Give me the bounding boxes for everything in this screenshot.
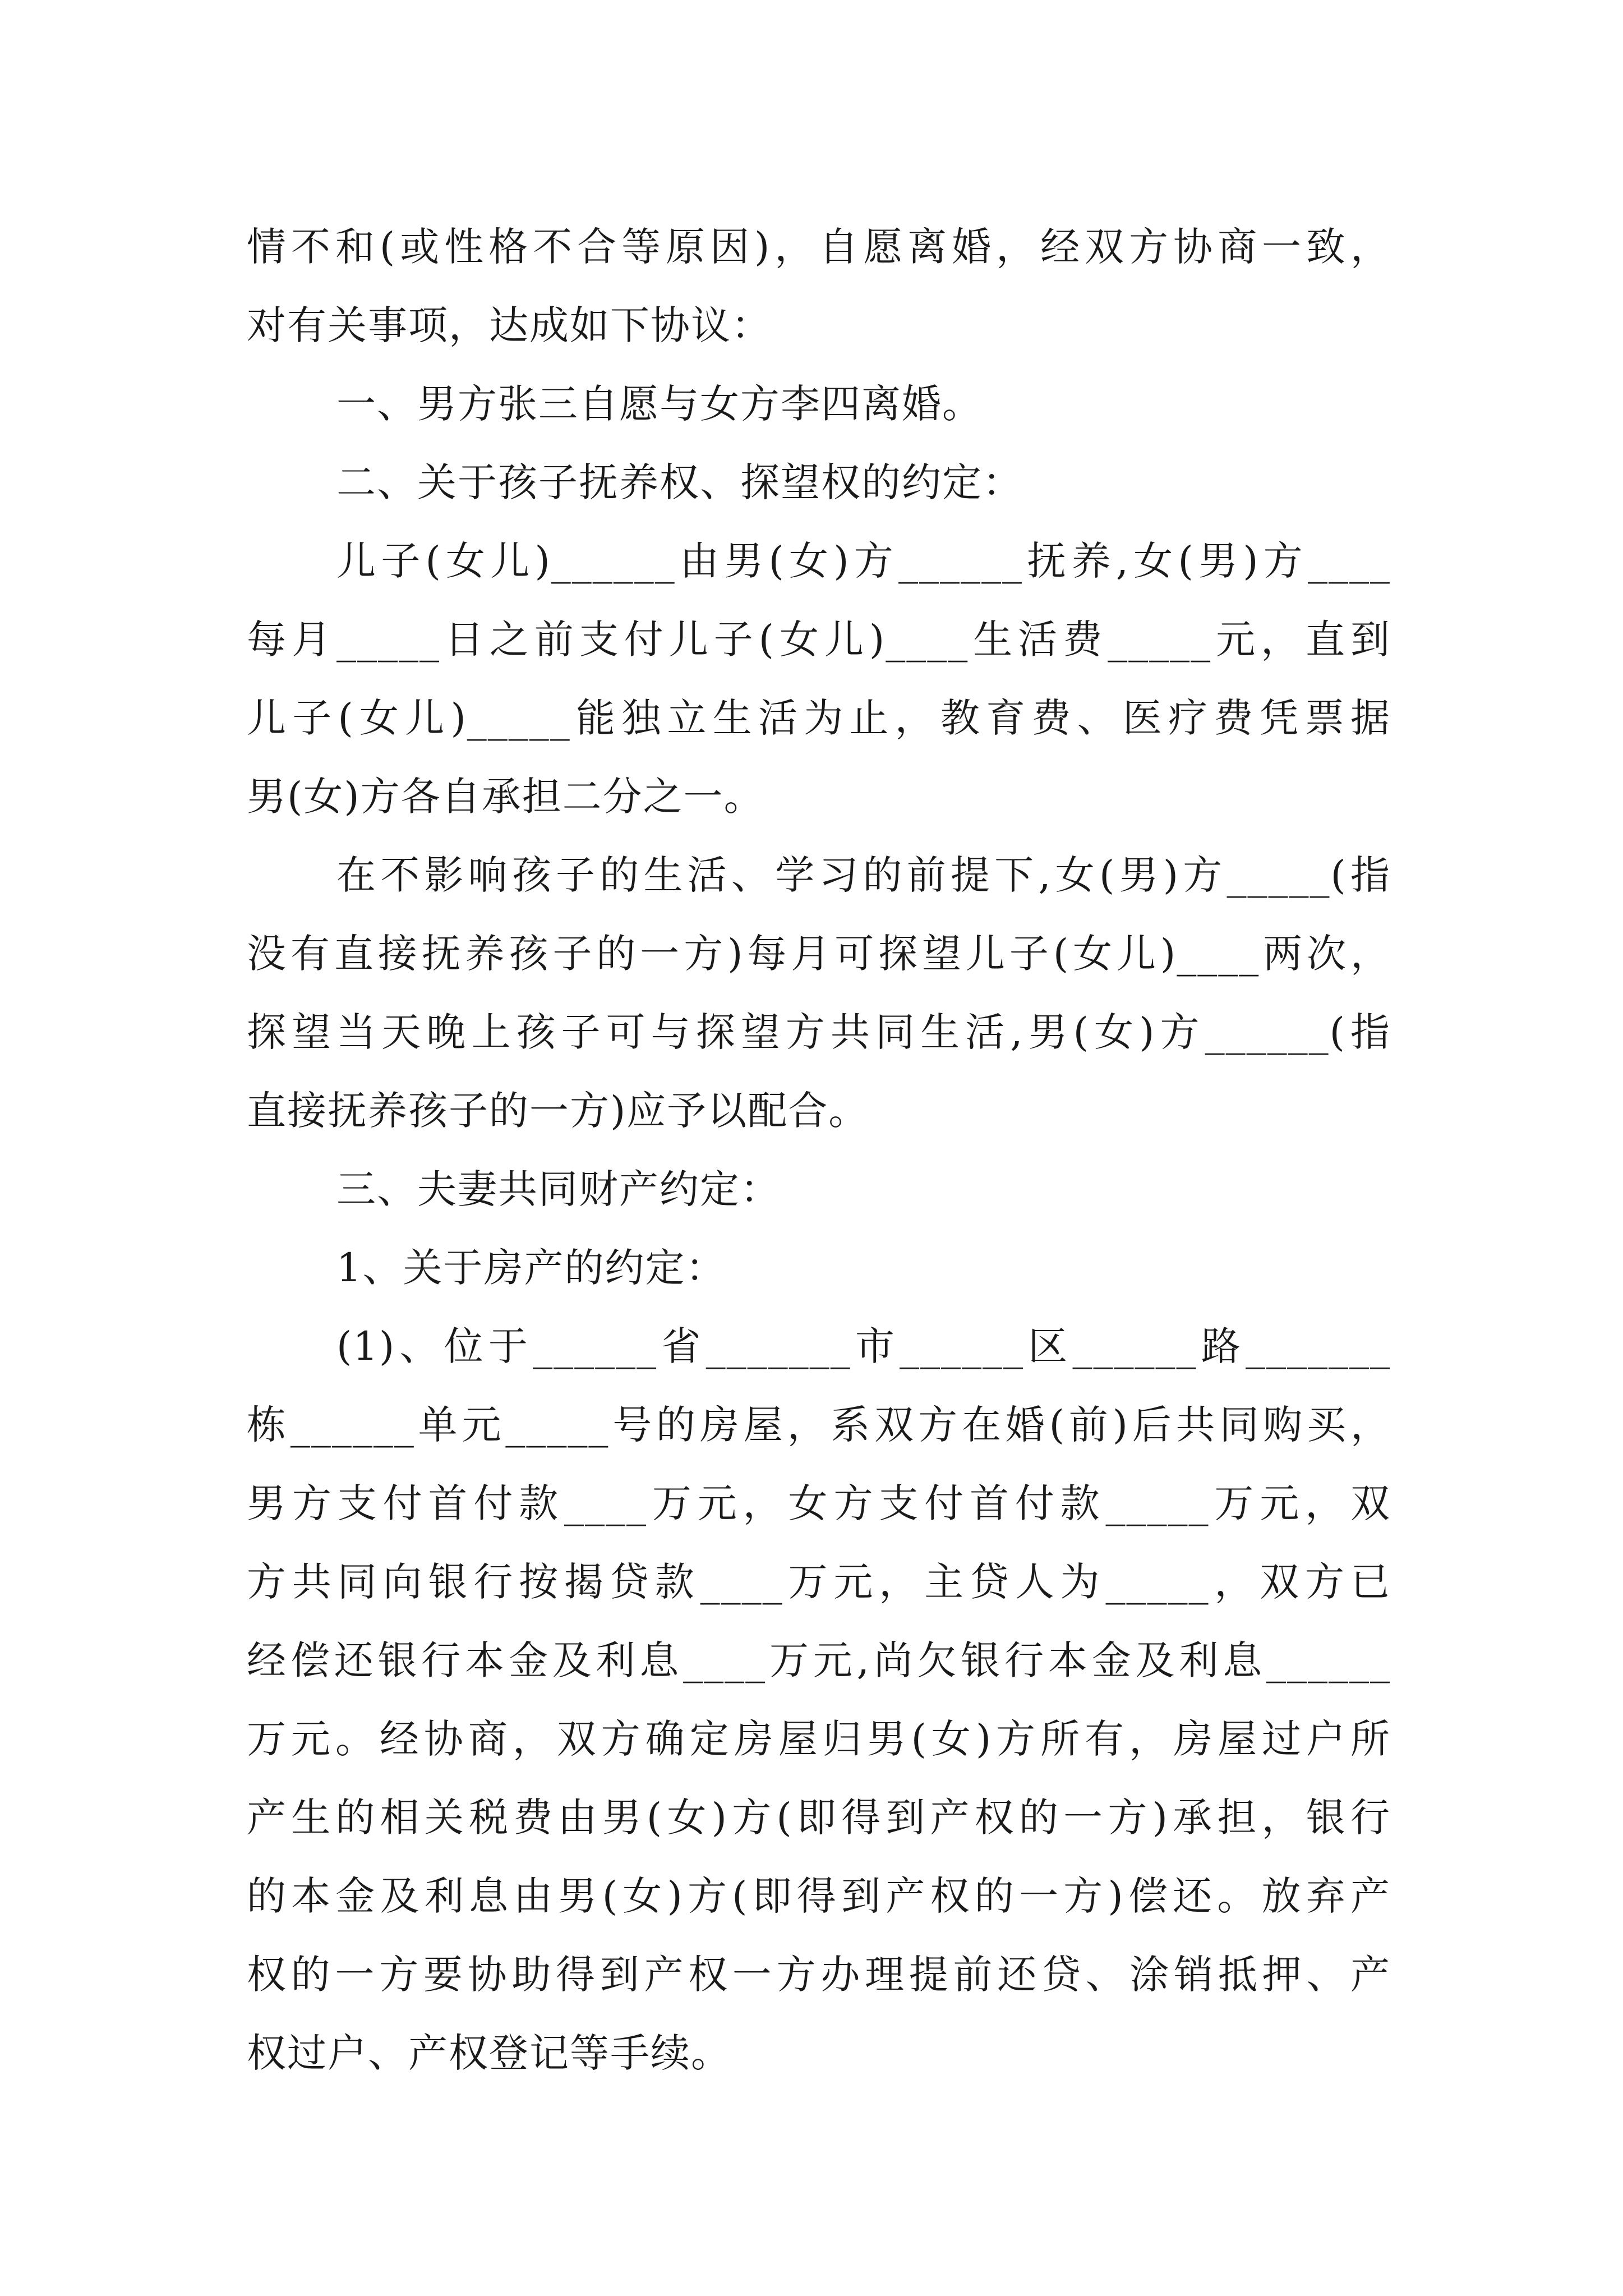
paragraph-line: 权的一方要协助得到产权一方办理提前还贷、涂销抵押、产 [247,1952,1391,1998]
paragraph-line: 探望当天晚上孩子可与探望方共同生活,男(女)方______(指 [247,1009,1391,1055]
paragraph-line: 权过户、产权登记等手续。 [247,2030,731,2076]
paragraph-line: 直接抚养孩子的一方)应予以配合。 [247,1088,869,1134]
paragraph-line: 栋______单元_____号的房屋，系双方在婚(前)后共同购买， [247,1402,1391,1448]
paragraph-line: 儿子(女儿)______由男(女)方______抚养,女(男)方____ [336,538,1391,584]
paragraph-line: (1)、位于______省_______市______区______路_______ [336,1323,1391,1369]
paragraph-line: 方共同向银行按揭贷款____万元，主贷人为_____，双方已 [247,1559,1391,1605]
subclause-heading: 1、关于房产的约定： [336,1245,726,1291]
paragraph-line: 万元。经协商，双方确定房屋归男(女)方所有，房屋过户所 [247,1716,1391,1762]
clause-three-heading: 三、夫妻共同财产约定： [336,1166,781,1212]
paragraph-line: 对有关事项，达成如下协议： [247,302,772,348]
clause-one: 一、男方张三自愿与女方李四离婚。 [336,381,983,427]
paragraph-line: 经偿还银行本金及利息____万元,尚欠银行本金及利息______ [247,1637,1391,1683]
paragraph-line: 男(女)方各自承担二分之一。 [247,774,764,820]
paragraph-line: 没有直接抚养孩子的一方)每月可探望儿子(女儿)____两次， [247,931,1391,977]
paragraph-line: 男方支付首付款____万元，女方支付首付款_____万元，双 [247,1480,1391,1526]
paragraph-line: 的本金及利息由男(女)方(即得到产权的一方)偿还。放弃产 [247,1873,1391,1919]
paragraph-line: 情不和(或性格不合等原因)，自愿离婚，经双方协商一致， [247,224,1391,270]
clause-two-heading: 二、关于孩子抚养权、探望权的约定： [336,459,1023,505]
paragraph-line: 每月_____日之前支付儿子(女儿)____生活费_____元，直到 [247,616,1391,662]
paragraph-line: 产生的相关税费由男(女)方(即得到产权的一方)承担，银行 [247,1795,1391,1841]
paragraph-line: 儿子(女儿)_____能独立生活为止，教育费、医疗费凭票据 [247,695,1391,741]
paragraph-line: 在不影响孩子的生活、学习的前提下,女(男)方_____(指 [336,852,1391,898]
